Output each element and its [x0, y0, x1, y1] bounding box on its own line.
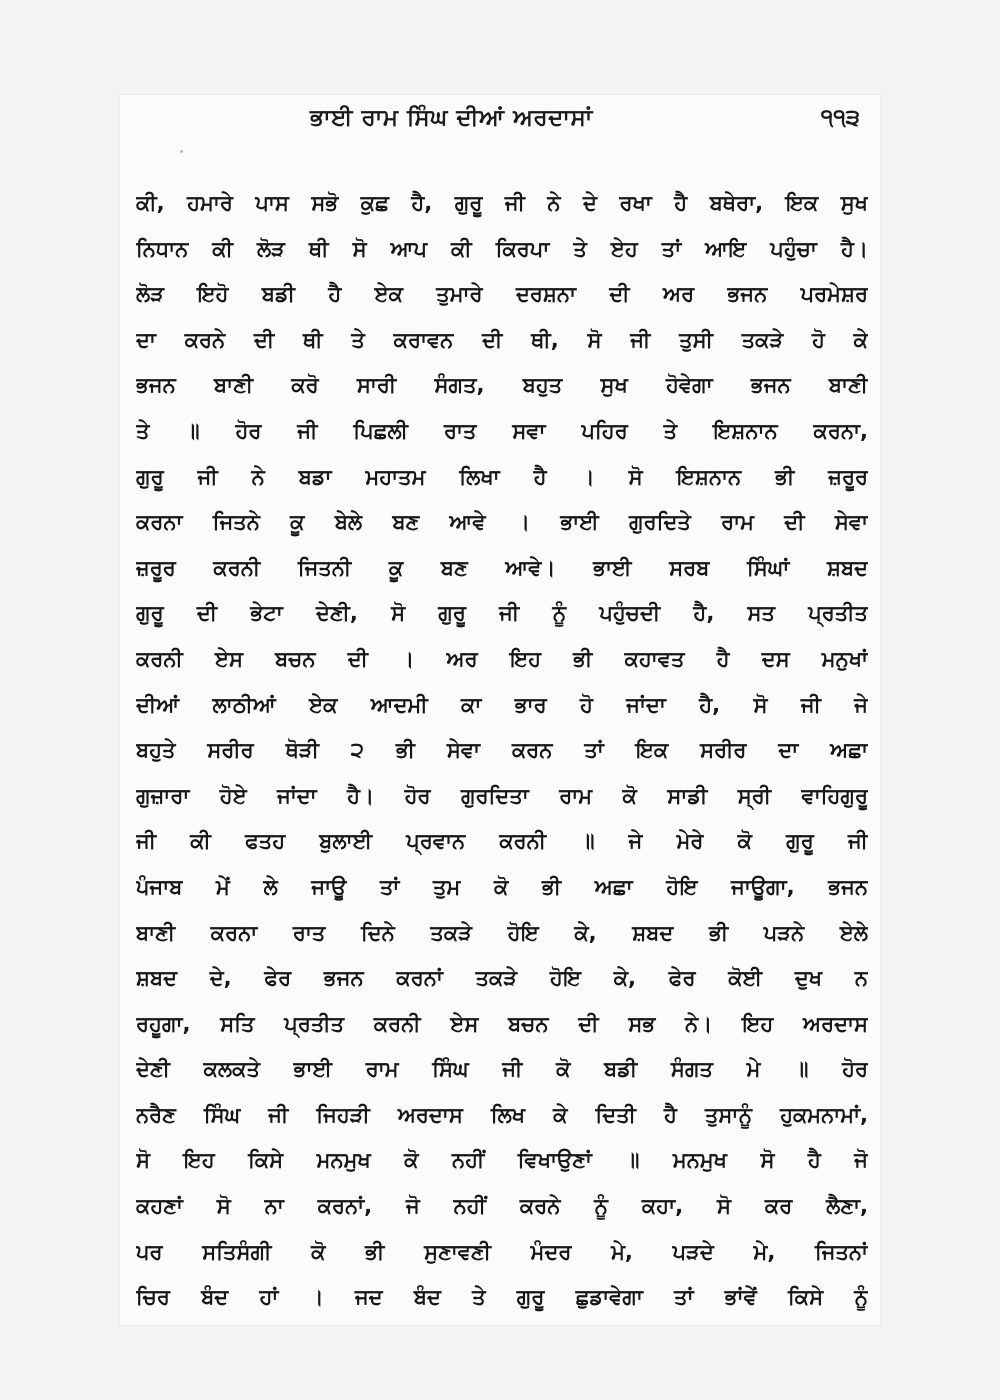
text-line: ਗੁਰੂ ਦੀ ਭੇਟਾ ਦੇਣੀ, ਸੋ ਗੁਰੂ ਜੀ ਨੂੰ ਪਹੁੰਚਦੀ ਹੈ, ਸਤ ਪ੍ਰਤੀਤ	[136, 601, 868, 626]
text-line: ਰਹੂਗਾ, ਸਤਿ ਪ੍ਰਤੀਤ ਕਰਨੀ ਏਸ ਬਚਨ ਦੀ ਸਭ ਨੇ। ਇਹ ਅਰਦਾਸ	[136, 1011, 868, 1036]
text-line: ਪਰ ਸਤਿਸੰਗੀ ਕੋ ਭੀ ਸੁਣਾਵਣੀ ਮੰਦਰ ਮੇ, ਪੜਦੇ ਮੇ, ਜਿਤਨਾਂ	[136, 1239, 868, 1264]
text-line: ਲੋੜ ਇਹੋ ਬਡੀ ਹੈ ਏਕ ਤੁਮਾਰੇ ਦਰਸ਼ਨਾ ਦੀ ਅਰ ਭਜਨ ਪਰਮੇਸ਼ਰ	[136, 282, 868, 307]
text-line: ਨਿਧਾਨ ਕੀ ਲੋੜ ਥੀ ਸੋ ਆਪ ਕੀ ਕਿਰਪਾ ਤੇ ਏਹ ਤਾਂ ਆਇ ਪਹੁੰਚਾ ਹੈ।	[136, 236, 868, 261]
text-line: ਜੀ ਕੀ ਫਤਹ ਬੁਲਾਈ ਪ੍ਰਵਾਨ ਕਰਨੀ ॥ ਜੇ ਮੇਰੇ ਕੋ ਗੁਰੂ ਜੀ	[136, 829, 868, 854]
text-line: ਜ਼ਰੂਰ ਕਰਨੀ ਜਿਤਨੀ ਕੂ ਬਣ ਆਵੇ। ਭਾਈ ਸਰਬ ਸਿੰਘਾਂ ਸ਼ਬਦ	[136, 555, 868, 580]
text-line: ਗੁਜ਼ਾਰਾ ਹੋਏ ਜਾਂਦਾ ਹੈ। ਹੋਰ ਗੁਰਦਿਤਾ ਰਾਮ ਕੋ ਸਾਡੀ ਸ੍ਰੀ ਵਾਹਿਗੁਰੂ	[136, 783, 868, 808]
text-line: ਸ਼ਬਦ ਦੇ, ਫੇਰ ਭਜਨ ਕਰਨਾਂ ਤਕੜੇ ਹੋਇ ਕੇ, ਫੇਰ ਕੋਈ ਦੁਖ ਨ	[136, 966, 868, 991]
text-line: ਕਹਣਾਂ ਸੋ ਨਾ ਕਰਨਾਂ, ਜੋ ਨਹੀਂ ਕਰਨੇ ਨੂੰ ਕਹਾ, ਸੋ ਕਰ ਲੈਣਾ,	[136, 1194, 868, 1219]
text-line: ਤੇ ॥ ਹੋਰ ਜੀ ਪਿਛਲੀ ਰਾਤ ਸਵਾ ਪਹਿਰ ਤੇ ਇਸ਼ਨਾਨ ਕਰਨਾ,	[136, 418, 868, 443]
text-line: ਚਿਰ ਬੰਦ ਹਾਂ । ਜਦ ਬੰਦ ਤੇ ਗੁਰੂ ਛੁਡਾਵੇਗਾ ਤਾਂ ਭਾਂਵੇਂ ਕਿਸੇ ਨੂੰ	[136, 1285, 868, 1310]
text-line: ਭਜਨ ਬਾਣੀ ਕਰੋ ਸਾਰੀ ਸੰਗਤ, ਬਹੁਤ ਸੁਖ ਹੋਵੇਗਾ ਭਜਨ ਬਾਣੀ	[136, 373, 868, 398]
text-line: ਬਾਣੀ ਕਰਨਾ ਰਾਤ ਦਿਨੇ ਤਕੜੇ ਹੋਇ ਕੇ, ਸ਼ਬਦ ਭੀ ਪੜਨੇ ਏਲੇ	[136, 920, 868, 945]
text-line: ਗੁਰੂ ਜੀ ਨੇ ਬਡਾ ਮਹਾਤਮ ਲਿਖਾ ਹੈ । ਸੋ ਇਸ਼ਨਾਨ ਭੀ ਜ਼ਰੂਰ	[136, 464, 868, 489]
body-text	[136, 181, 868, 1321]
text-line: ਕੀ, ਹਮਾਰੇ ਪਾਸ ਸਭੋ ਕੁਛ ਹੈ, ਗੁਰੂ ਜੀ ਨੇ ਦੇ ਰਖਾ ਹੈ ਬਥੇਰਾ, ਇਕ ਸੁਖ	[136, 191, 868, 215]
text-line: ਦੇਣੀ ਕਲਕਤੇ ਭਾਈ ਰਾਮ ਸਿੰਘ ਜੀ ਕੋ ਬਡੀ ਸੰਗਤ ਮੇ ॥ ਹੋਰ	[136, 1057, 868, 1082]
page-number: ੧੧੩	[820, 105, 860, 131]
text-line: ਬਹੁਤੇ ਸਰੀਰ ਥੋੜੀ ੨ ਭੀ ਸੇਵਾ ਕਰਨ ਤਾਂ ਇਕ ਸਰੀਰ ਦਾ ਅਛਾ	[136, 738, 868, 763]
text-line: ਪੰਜਾਬ ਮੇਂ ਲੇ ਜਾਊ ਤਾਂ ਤੁਮ ਕੋ ਭੀ ਅਛਾ ਹੋਇ ਜਾਊਗਾ, ਭਜਨ	[136, 874, 868, 899]
book-page	[120, 95, 880, 1325]
page-header	[120, 105, 880, 145]
text-line: ਕਰਨੀ ਏਸ ਬਚਨ ਦੀ । ਅਰ ਇਹ ਭੀ ਕਹਾਵਤ ਹੈ ਦਸ ਮਨੁਖਾਂ	[136, 646, 868, 671]
running-title: ਭਾਈ ਰਾਮ ਸਿੰਘ ਦੀਆਂ ਅਰਦਾਸਾਂ	[310, 105, 593, 131]
text-line: ਨਰੈਣ ਸਿੰਘ ਜੀ ਜਿਹੜੀ ਅਰਦਾਸ ਲਿਖ ਕੇ ਦਿਤੀ ਹੈ ਤੁਸਾਨੂੰ ਹੁਕਮਨਾਮਾਂ,	[136, 1102, 868, 1127]
paper-speck	[180, 150, 183, 153]
text-line: ਸੋ ਇਹ ਕਿਸੇ ਮਨਮੁਖ ਕੋ ਨਹੀਂ ਵਿਖਾਉਣਾਂ ॥ ਮਨਮੁਖ ਸੋ ਹੈ ਜੋ	[136, 1148, 868, 1173]
text-line: ਦੀਆਂ ਲਾਠੀਆਂ ਏਕ ਆਦਮੀ ਕਾ ਭਾਰ ਹੋ ਜਾਂਦਾ ਹੈ, ਸੋ ਜੀ ਜੇ	[136, 692, 868, 717]
text-line: ਦਾ ਕਰਨੇ ਦੀ ਥੀ ਤੇ ਕਰਾਵਨ ਦੀ ਥੀ, ਸੋ ਜੀ ਤੁਸੀ ਤਕੜੇ ਹੋ ਕੇ	[136, 327, 868, 352]
text-line: ਕਰਨਾ ਜਿਤਨੇ ਕੂ ਬੇਲੇ ਬਣ ਆਵੇ । ਭਾਈ ਗੁਰਦਿਤੇ ਰਾਮ ਦੀ ਸੇਵਾ	[136, 510, 868, 535]
